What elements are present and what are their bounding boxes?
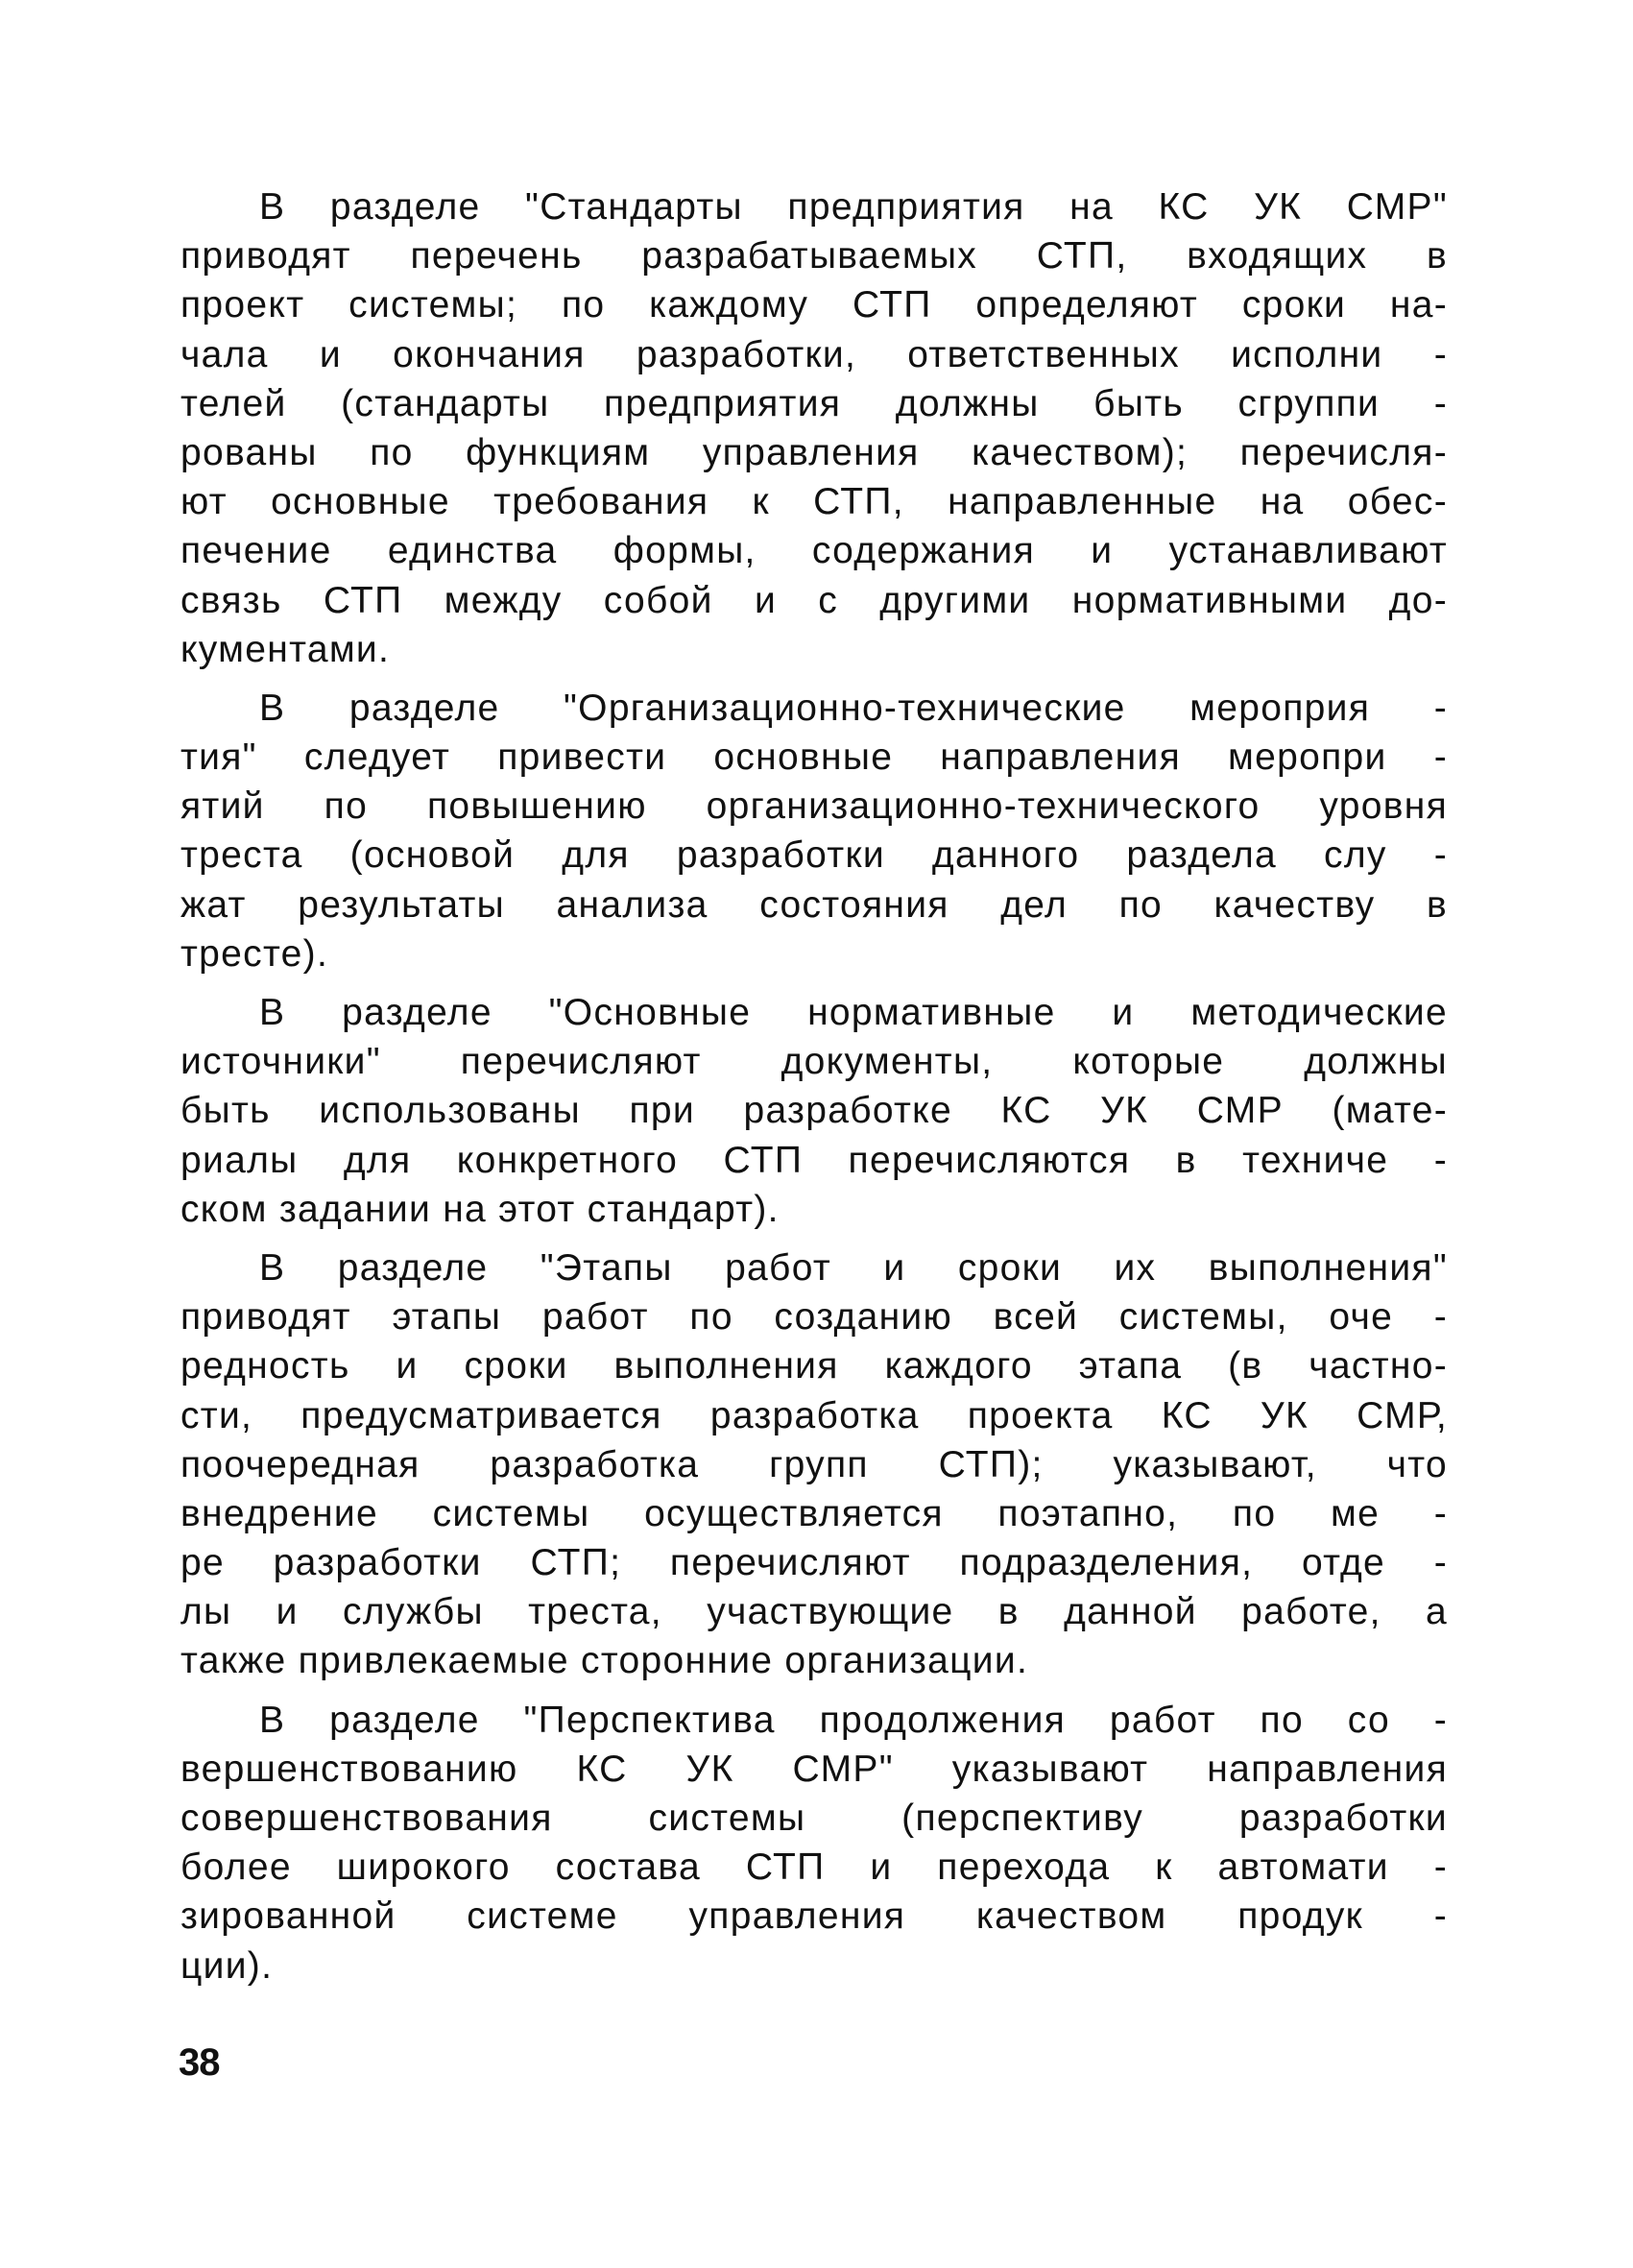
body-text xyxy=(180,182,1448,2000)
text-line: треста (основой для разработки данного раздела слу - xyxy=(180,834,1448,877)
text-line: быть использованы при разработке КС УК СМР (мате- xyxy=(180,1090,1448,1132)
text-line: чала и окончания разработки, ответственных исполни - xyxy=(180,333,1448,375)
text-line: В разделе "Этапы работ и сроки их выполнения" xyxy=(259,1246,1448,1289)
paragraph-perspective-section xyxy=(180,1696,1448,1991)
text-line: В разделе "Перспектива продолжения работ по со - xyxy=(259,1699,1448,1741)
text-line: жат результаты анализа состояния дел по качеству в xyxy=(180,883,1448,926)
page-number: 38 xyxy=(179,2041,220,2084)
paragraph-org-tech-section xyxy=(180,684,1448,978)
text-line: лы и службы треста, участвующие в данной работе, а xyxy=(180,1591,1448,1633)
text-line: кументами. xyxy=(180,628,391,670)
text-line: тия" следует привести основные направления меропри - xyxy=(180,736,1448,779)
text-line: телей (стандарты предприятия должны быть сгруппи - xyxy=(180,382,1448,424)
text-line: более широкого состава СТП и перехода к автомати - xyxy=(180,1846,1448,1889)
text-line: сти, предусматривается разработка проекта КС УК СМР, xyxy=(180,1394,1448,1436)
text-line: поочередная разработка групп СТП); указывают, что xyxy=(180,1443,1448,1485)
text-line: совершенствования системы (перспективу разработки xyxy=(180,1798,1448,1839)
text-line: ре разработки СТП; перечисляют подразделения, отде - xyxy=(180,1542,1448,1584)
paragraph-standards-section xyxy=(180,182,1448,674)
text-line: редность и сроки выполнения каждого этапа (в частно- xyxy=(180,1345,1448,1387)
text-line: вершенствованию КС УК СМР" указывают направления xyxy=(180,1748,1448,1790)
paragraph-sources-section xyxy=(180,988,1448,1234)
text-line: приводят этапы работ по созданию всей системы, оче - xyxy=(180,1296,1448,1339)
text-line: В разделе "Стандарты предприятия на КС УК СМР" xyxy=(259,186,1448,228)
text-line: печение единства формы, содержания и устанавливают xyxy=(180,530,1448,572)
text-line: приводят перечень разрабатываемых СТП, входящих в xyxy=(180,235,1448,277)
text-line: источники" перечисляют документы, которые должны xyxy=(180,1041,1448,1083)
text-line: ции). xyxy=(180,1944,274,1987)
text-line: связь СТП между собой и с другими нормативными до- xyxy=(180,579,1448,621)
text-line: ют основные требования к СТП, направленные на обес- xyxy=(180,481,1448,523)
text-line: ятий по повышению организационно-технического уровня xyxy=(180,785,1448,828)
paragraph-stages-section xyxy=(180,1243,1448,1686)
text-line: В разделе "Основные нормативные и методические xyxy=(259,992,1448,1033)
text-line: проект системы; по каждому СТП определяют сроки на- xyxy=(180,284,1448,326)
text-line: В разделе "Организационно-технические мероприя - xyxy=(259,687,1448,729)
text-line: риалы для конкретного СТП перечисляются в техниче - xyxy=(180,1139,1448,1181)
text-line: рованы по функциям управления качеством); перечисля- xyxy=(180,431,1448,473)
text-line: зированной системе управления качеством продук - xyxy=(180,1895,1448,1938)
text-line: также привлекаемые сторонние организации. xyxy=(180,1640,1029,1682)
text-line: тресте). xyxy=(180,932,329,975)
text-line: ском задании на этот стандарт). xyxy=(180,1188,780,1230)
text-line: внедрение системы осуществляется поэтапно, по ме - xyxy=(180,1492,1448,1534)
